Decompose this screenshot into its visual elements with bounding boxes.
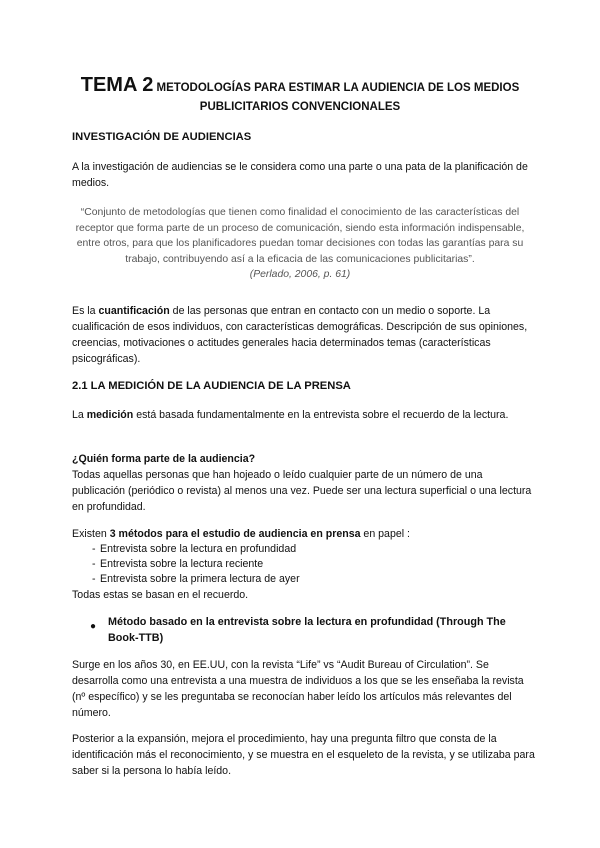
para-text: Es la bbox=[72, 305, 99, 317]
para-text: Existen bbox=[72, 528, 110, 540]
heading-investigacion: INVESTIGACIÓN DE AUDIENCIAS bbox=[72, 131, 252, 143]
methods-intro bbox=[72, 526, 536, 542]
bullet-dot-icon: ● bbox=[90, 621, 97, 632]
audience-question: ¿Quién forma parte de la audiencia? bbox=[72, 453, 256, 465]
definition-quote bbox=[72, 205, 528, 283]
methods-block bbox=[72, 526, 536, 603]
list-item: - Entrevista sobre la lectura reciente bbox=[72, 557, 536, 572]
para-text: de las personas que entran en contacto con un medio o soporte. La cualificación de esos individuos, con características demográficas. Descripción de sus opiniones, creencias, motivaciones o actitudes generales hacia determinados temas (características psicográficas). bbox=[72, 305, 528, 365]
audience-answer: Todas aquellas personas que han hojeado o leído cualquier parte de un número de una publicación (periódico o revista) al menos una vez. Puede ser una lectura superficial o una lectura en profundidad. bbox=[72, 469, 532, 513]
heading-medicion-prensa: 2.1 LA MEDICIÓN DE LA AUDIENCIA DE LA PRENSA bbox=[72, 380, 351, 392]
title-rest: METODOLOGÍAS PARA ESTIMAR LA AUDIENCIA DE LOS MEDIOS PUBLICITARIOS CONVENCIONALES bbox=[156, 82, 520, 113]
ttb-origin-paragraph: Surge en los años 30, en EE.UU, con la revista “Life” vs “Audit Bureau of Circulation”. Se desarrolla como una entrevista a una muestra de individuos a los que se les enseñaba la revista (nº específico) y se les preguntaba se reconocían haber leído los artículos más relevantes del número. bbox=[72, 659, 524, 719]
para-bold: 3 métodos para el estudio de audiencia en prensa bbox=[109, 528, 361, 540]
ttb-method-title: Método basado en la entrevista sobre la lectura en profundidad (Through The Book-TTB) bbox=[108, 616, 506, 644]
title-tema: TEMA 2 bbox=[80, 74, 154, 96]
para-text: La bbox=[72, 409, 87, 421]
audience-question-block bbox=[72, 451, 536, 515]
ttb-expansion-paragraph: Posterior a la expansión, mejora el procedimiento, hay una pregunta filtro que consta de la identificación más el reconocimiento, y se muestra en el esqueleto de la revista, y se utilizaba para saber si la persona lo había leído. bbox=[72, 733, 535, 777]
para-text: está basada fundamentalmente en la entrevista sobre el recuerdo de la lectura. bbox=[133, 409, 509, 421]
page-title bbox=[60, 76, 540, 117]
methods-note: Todas estas se basan en el recuerdo. bbox=[72, 589, 249, 601]
para-text: en papel : bbox=[360, 528, 410, 540]
para-bold: medición bbox=[86, 409, 134, 421]
methods-list bbox=[72, 542, 536, 587]
list-item: - Entrevista sobre la primera lectura de ayer bbox=[72, 572, 536, 587]
medicion-paragraph bbox=[72, 407, 536, 423]
intro-paragraph: A la investigación de audiencias se le considera como una parte o una pata de la planificación de medios. bbox=[72, 161, 528, 189]
quote-text: “Conjunto de metodologías que tienen como finalidad el conocimiento de las características del receptor que forma parte de un proceso de comunicación, siendo esta información indispensable, entre otros, para que los planificadores puedan tomar decisiones con todas las garantías para su trabajo, contribuyendo así a la eficacia de las comunicaciones publicitarias”. bbox=[75, 207, 525, 265]
cuantificacion-paragraph bbox=[72, 303, 536, 367]
list-item: - Entrevista sobre la lectura en profundidad bbox=[72, 542, 536, 557]
para-bold: cuantificación bbox=[98, 305, 170, 317]
quote-source: (Perlado, 2006, p. 61) bbox=[249, 269, 351, 280]
